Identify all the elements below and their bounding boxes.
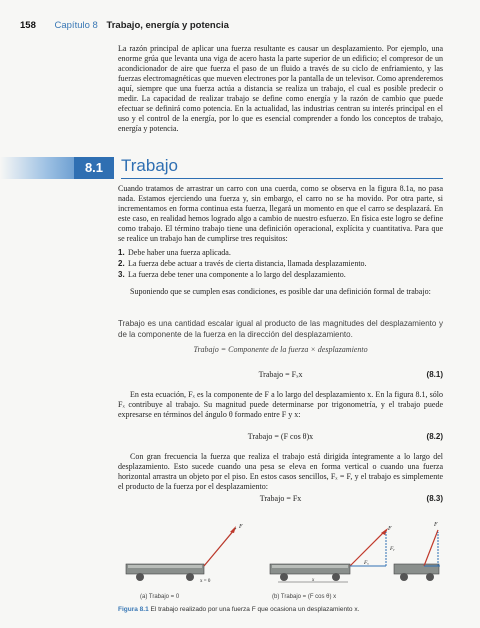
page-number: 158 (20, 20, 36, 31)
list-item (118, 269, 443, 280)
equation-expression: Trabajo = Fₓx (258, 370, 303, 379)
chapter-label: Capítulo 8 (54, 20, 98, 31)
section-title: Trabajo (121, 156, 179, 175)
force-label: F (434, 522, 438, 528)
page-header (20, 20, 460, 34)
list-item (118, 258, 443, 269)
paragraph-3-text: En esta ecuación, Fₓ es la componente de F a lo largo del desplazamiento x. En la figura 8.1, sólo Fₓ contribuye al trabajo. Su magnitud puede determinarse por trigonometría, y el trabajo puede expresarse en términos del ángulo θ formado entre F y x: (118, 390, 443, 419)
caption-a: (a) Trabajo = 0 (140, 594, 180, 600)
figure-8-1 (118, 508, 443, 586)
figure-caption-text: El trabajo realizado por una fuerza F que ocasiona un desplazamiento x. (150, 606, 360, 613)
list-number: 2. (118, 259, 125, 268)
section-rule (121, 178, 443, 179)
x-zero-label: x = 0 (200, 579, 211, 584)
force-label: F (239, 524, 243, 530)
chapter-title: Trabajo, energía y potencia (106, 20, 229, 31)
paragraph-1-text: Cuando tratamos de arrastrar un carro con una cuerda, como se observa en la figura 8.1a, no pasa nada. Estamos ejerciendo una fuerza y, sin embargo, el carro no se ha movido. Por otra parte, si incrementamos en forma continua esta fuerza, llegará un momento en que el carro se desplazará. En este caso, en realidad hemos logrado algo a cambio de nuestro esfuerzo. En física este logro se define como trabajo. El término trabajo tiene una definición operacional, explícita y cuantitativa. Para que se realice un trabajo han de cumplirse tres requisitos: (118, 184, 443, 243)
list-item (118, 247, 443, 258)
equation-expression: Trabajo = Fx (259, 494, 302, 503)
force-y-label: Fᵧ (390, 546, 395, 552)
force-label: F (388, 526, 392, 532)
paragraph-1 (118, 184, 443, 244)
list-text: La fuerza debe tener una componente a lo largo del desplazamiento. (128, 270, 346, 279)
paragraph-2-text: Suponiendo que se cumplen esas condiciones, es posible dar una definición formal de trabajo: (130, 287, 431, 296)
intro-paragraph (118, 44, 443, 134)
section-number: 8.1 (74, 157, 114, 179)
list-text: La fuerza debe actuar a través de cierta distancia, llamada desplazamiento. (128, 259, 367, 268)
wagon-c (394, 522, 440, 581)
paragraph-4 (118, 452, 443, 492)
caption-b: (b) Trabajo = (F cos θ) x (272, 594, 337, 600)
figure-caption-label: Figura 8.1 (118, 606, 149, 613)
figure-caption (118, 606, 448, 613)
intro-text: La razón principal de aplicar una fuerza resultante es causar un desplazamiento. Por ejemplo, una enorme grúa que levanta una viga de acero hasta la parte superior de un edificio; el compresor de un acondicionador de aire que fuerza el paso de un fluido a través de su ciclo de enfriamiento, y las fuerzas electromagnéticas que mueven electrones por la pantalla de un televisor. Como aprenderemos aquí, siempre que una fuerza actúa a distancia se realiza un trabajo, el cual es posible predecir o medir. La capacidad de realizar trabajo se define como energía y la razón de cambio que puede efectuar se definirá como potencia. En la actualidad, las industrias centran su interés principal en el uso y el control de la energía, por lo que es esencial comprender a fondo los conceptos de trabajo, energía y potencia. (118, 44, 443, 133)
displacement-label: x (312, 578, 315, 583)
paragraph-3 (118, 390, 443, 420)
list-number: 1. (118, 248, 125, 257)
wagon-a (126, 524, 243, 584)
equation-number: (8.3) (426, 494, 443, 503)
paragraph-2 (118, 287, 443, 297)
list-text: Debe haber una fuerza aplicada. (128, 248, 231, 257)
equation-expression: Trabajo = (F cos θ)x (247, 432, 314, 441)
requirements-list (118, 247, 443, 280)
definition-block (118, 318, 443, 340)
paragraph-4-text: Con gran frecuencia la fuerza que realiza el trabajo está dirigida íntegramente a lo largo del desplazamiento. Esto sucede cuando una pesa se eleva en forma vertical o cuando una fuerza horizontal arrastra un objeto por el piso. En estos casos sencillos, Fₓ = F, y el trabajo es simplemente el producto de la fuerza por el desplazamiento: (118, 452, 443, 491)
equation-number: (8.1) (426, 370, 443, 379)
definition-text: Trabajo es una cantidad escalar igual al producto de las magnitudes del desplazamiento y de la componente de la fuerza en la dirección del desplazamiento. (118, 319, 443, 339)
definition-equation: Trabajo = Componente de la fuerza × desplazamiento (193, 345, 368, 354)
equation-number: (8.2) (426, 432, 443, 441)
list-number: 3. (118, 270, 125, 279)
force-x-label: Fₓ (364, 560, 369, 566)
wagon-b (270, 526, 395, 583)
